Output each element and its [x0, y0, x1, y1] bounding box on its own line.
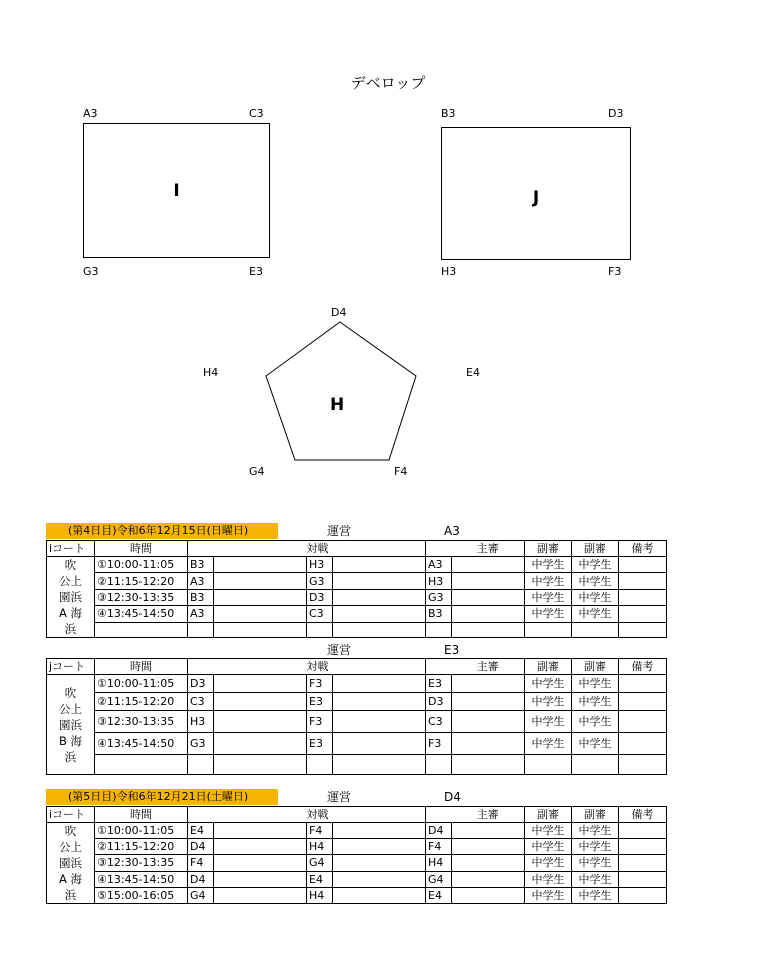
- notes-cell: [619, 693, 667, 711]
- team2-cell: H3: [307, 557, 333, 573]
- header-sub-referee-1: 副審: [525, 807, 572, 823]
- sub-referee-1-cell: 中学生: [525, 855, 572, 871]
- table-row: [47, 839, 667, 855]
- team1-cell: D4: [188, 839, 214, 855]
- header-time: 時間: [95, 659, 188, 675]
- table-row: [47, 871, 667, 887]
- header-notes: 備考: [619, 541, 667, 557]
- venue-cell: 吹 公上 園浜 A 海 浜: [47, 823, 95, 904]
- team1-cell: G3: [188, 733, 214, 755]
- table-row: [47, 606, 667, 622]
- court-h-vertex-right: E4: [466, 366, 480, 379]
- sub-referee-2-cell: 中学生: [572, 733, 619, 755]
- team2-cell: G3: [307, 573, 333, 589]
- team2-cell: E4: [307, 871, 333, 887]
- day5-ops-value: D4: [444, 790, 461, 804]
- day4-t2-ops-label: 運営: [327, 643, 352, 657]
- table-header-row: [47, 659, 667, 675]
- team2-cell: H4: [307, 839, 333, 855]
- sub-referee-2-cell: 中学生: [572, 871, 619, 887]
- referee-cell: E4: [426, 887, 452, 903]
- header-referee: 主審: [452, 659, 525, 675]
- referee-cell: C3: [426, 711, 452, 733]
- time-cell: ②11:15-12:20: [95, 839, 188, 855]
- team1-cell: D3: [188, 675, 214, 693]
- notes-cell: [619, 557, 667, 573]
- venue-cell: 吹 公上 園浜 A 海 浜: [47, 557, 95, 638]
- sub-referee-2-cell: 中学生: [572, 823, 619, 839]
- time-cell: ④13:45-14:50: [95, 871, 188, 887]
- header-referee: 主審: [452, 541, 525, 557]
- team2-cell: E3: [307, 733, 333, 755]
- court-name-cell: iコート: [47, 541, 95, 557]
- notes-cell: [619, 675, 667, 693]
- referee-cell: D4: [426, 823, 452, 839]
- team2-cell: H4: [307, 887, 333, 903]
- notes-cell: [619, 871, 667, 887]
- sub-referee-2-cell: 中学生: [572, 589, 619, 605]
- day4-date-badge: (第4日目)令和6年12月15日(日曜日): [46, 523, 278, 539]
- referee-cell: G3: [426, 589, 452, 605]
- team1-cell: E4: [188, 823, 214, 839]
- header-time: 時間: [95, 807, 188, 823]
- notes-cell: [619, 887, 667, 903]
- table-row-empty: [47, 622, 667, 637]
- court-i-corner-tr: C3: [249, 107, 264, 120]
- table-row-empty: [47, 755, 667, 775]
- sub-referee-1-cell: 中学生: [525, 823, 572, 839]
- table-row: [47, 823, 667, 839]
- team1-cell: D4: [188, 871, 214, 887]
- table-row: [47, 573, 667, 589]
- time-cell: ①10:00-11:05: [95, 823, 188, 839]
- sub-referee-1-cell: 中学生: [525, 675, 572, 693]
- header-sub-referee-1: 副審: [525, 659, 572, 675]
- notes-cell: [619, 839, 667, 855]
- referee-cell: F3: [426, 733, 452, 755]
- time-cell: ③12:30-13:35: [95, 855, 188, 871]
- time-cell: ④13:45-14:50: [95, 733, 188, 755]
- sub-referee-2-cell: 中学生: [572, 855, 619, 871]
- time-cell: ④13:45-14:50: [95, 606, 188, 622]
- team1-cell: C3: [188, 693, 214, 711]
- time-cell: ②11:15-12:20: [95, 693, 188, 711]
- day4-schedule-table-2: [46, 658, 667, 775]
- team2-cell: G4: [307, 855, 333, 871]
- time-cell: ③12:30-13:35: [95, 711, 188, 733]
- court-h-vertex-left: H4: [203, 366, 219, 379]
- court-name-cell: iコート: [47, 807, 95, 823]
- sub-referee-2-cell: 中学生: [572, 606, 619, 622]
- team1-cell: G4: [188, 887, 214, 903]
- header-time: 時間: [95, 541, 188, 557]
- court-h-label: H: [330, 395, 345, 415]
- referee-cell: E3: [426, 675, 452, 693]
- referee-cell: D3: [426, 693, 452, 711]
- sub-referee-1-cell: 中学生: [525, 589, 572, 605]
- notes-cell: [619, 823, 667, 839]
- header-sub-referee-2: 副審: [572, 541, 619, 557]
- team2-cell: F3: [307, 675, 333, 693]
- sub-referee-1-cell: 中学生: [525, 573, 572, 589]
- referee-cell: A3: [426, 557, 452, 573]
- time-cell: ⑤15:00-16:05: [95, 887, 188, 903]
- day4-t1-ops-value: A3: [444, 524, 460, 538]
- court-h-vertex-bottom-right: F4: [394, 465, 408, 478]
- header-referee: 主審: [452, 807, 525, 823]
- day4-t2-ops-value: E3: [444, 643, 460, 657]
- team2-cell: D3: [307, 589, 333, 605]
- court-h-pentagon: [266, 322, 416, 460]
- header-match: 対戦: [307, 541, 426, 557]
- sub-referee-1-cell: 中学生: [525, 887, 572, 903]
- sub-referee-2-cell: 中学生: [572, 573, 619, 589]
- team1-cell: A3: [188, 573, 214, 589]
- court-j-corner-tr: D3: [608, 107, 624, 120]
- sub-referee-1-cell: 中学生: [525, 839, 572, 855]
- team2-cell: E3: [307, 693, 333, 711]
- court-j-corner-bl: H3: [441, 265, 457, 278]
- court-i-corner-tl: A3: [83, 107, 98, 120]
- sub-referee-2-cell: 中学生: [572, 887, 619, 903]
- notes-cell: [619, 733, 667, 755]
- court-j-corner-br: F3: [608, 265, 622, 278]
- court-h-vertex-top: D4: [331, 306, 347, 319]
- table-row: [47, 887, 667, 903]
- court-j-corner-tl: B3: [441, 107, 456, 120]
- referee-cell: F4: [426, 839, 452, 855]
- table-header-row: [47, 541, 667, 557]
- sub-referee-1-cell: 中学生: [525, 557, 572, 573]
- time-cell: ②11:15-12:20: [95, 573, 188, 589]
- court-i-corner-bl: G3: [83, 265, 99, 278]
- team1-cell: F4: [188, 855, 214, 871]
- time-cell: ①10:00-11:05: [95, 675, 188, 693]
- table-row: [47, 693, 667, 711]
- court-i-label: I: [173, 181, 180, 201]
- day4-t1-ops-label: 運営: [327, 524, 352, 538]
- header-sub-referee-1: 副審: [525, 541, 572, 557]
- team2-cell: F3: [307, 711, 333, 733]
- venue-cell: 吹 公上 園浜 B 海 浜: [47, 675, 95, 775]
- referee-cell: G4: [426, 871, 452, 887]
- team2-cell: F4: [307, 823, 333, 839]
- header-notes: 備考: [619, 659, 667, 675]
- sub-referee-2-cell: 中学生: [572, 693, 619, 711]
- notes-cell: [619, 573, 667, 589]
- sub-referee-2-cell: 中学生: [572, 675, 619, 693]
- notes-cell: [619, 711, 667, 733]
- header-notes: 備考: [619, 807, 667, 823]
- table-row: [47, 557, 667, 573]
- court-h-vertex-bottom-left: G4: [249, 465, 265, 478]
- notes-cell: [619, 855, 667, 871]
- header-sub-referee-2: 副審: [572, 807, 619, 823]
- court-i-corner-br: E3: [249, 265, 263, 278]
- sub-referee-2-cell: 中学生: [572, 711, 619, 733]
- sub-referee-2-cell: 中学生: [572, 557, 619, 573]
- time-cell: ①10:00-11:05: [95, 557, 188, 573]
- referee-cell: B3: [426, 606, 452, 622]
- sub-referee-1-cell: 中学生: [525, 711, 572, 733]
- page-title: デベロップ: [350, 74, 426, 92]
- header-sub-referee-2: 副審: [572, 659, 619, 675]
- header-match: 対戦: [307, 807, 426, 823]
- notes-cell: [619, 606, 667, 622]
- notes-cell: [619, 589, 667, 605]
- sub-referee-1-cell: 中学生: [525, 693, 572, 711]
- header-match: 対戦: [307, 659, 426, 675]
- referee-cell: H3: [426, 573, 452, 589]
- referee-cell: H4: [426, 855, 452, 871]
- sub-referee-1-cell: 中学生: [525, 871, 572, 887]
- day5-ops-label: 運営: [327, 790, 352, 804]
- team1-cell: B3: [188, 557, 214, 573]
- sub-referee-1-cell: 中学生: [525, 606, 572, 622]
- table-header-row: [47, 807, 667, 823]
- day5-date-badge: (第5日目)令和6年12月21日(土曜日): [46, 789, 278, 805]
- team1-cell: B3: [188, 589, 214, 605]
- table-row: [47, 855, 667, 871]
- day5-schedule-table: [46, 806, 667, 904]
- table-row: [47, 711, 667, 733]
- court-j-label: J: [532, 188, 540, 208]
- sub-referee-2-cell: 中学生: [572, 839, 619, 855]
- time-cell: ③12:30-13:35: [95, 589, 188, 605]
- table-row: [47, 675, 667, 693]
- team1-cell: A3: [188, 606, 214, 622]
- sub-referee-1-cell: 中学生: [525, 733, 572, 755]
- team1-cell: H3: [188, 711, 214, 733]
- table-row: [47, 733, 667, 755]
- team2-cell: C3: [307, 606, 333, 622]
- day4-schedule-table-1: [46, 540, 667, 638]
- table-row: [47, 589, 667, 605]
- court-name-cell: jコート: [47, 659, 95, 675]
